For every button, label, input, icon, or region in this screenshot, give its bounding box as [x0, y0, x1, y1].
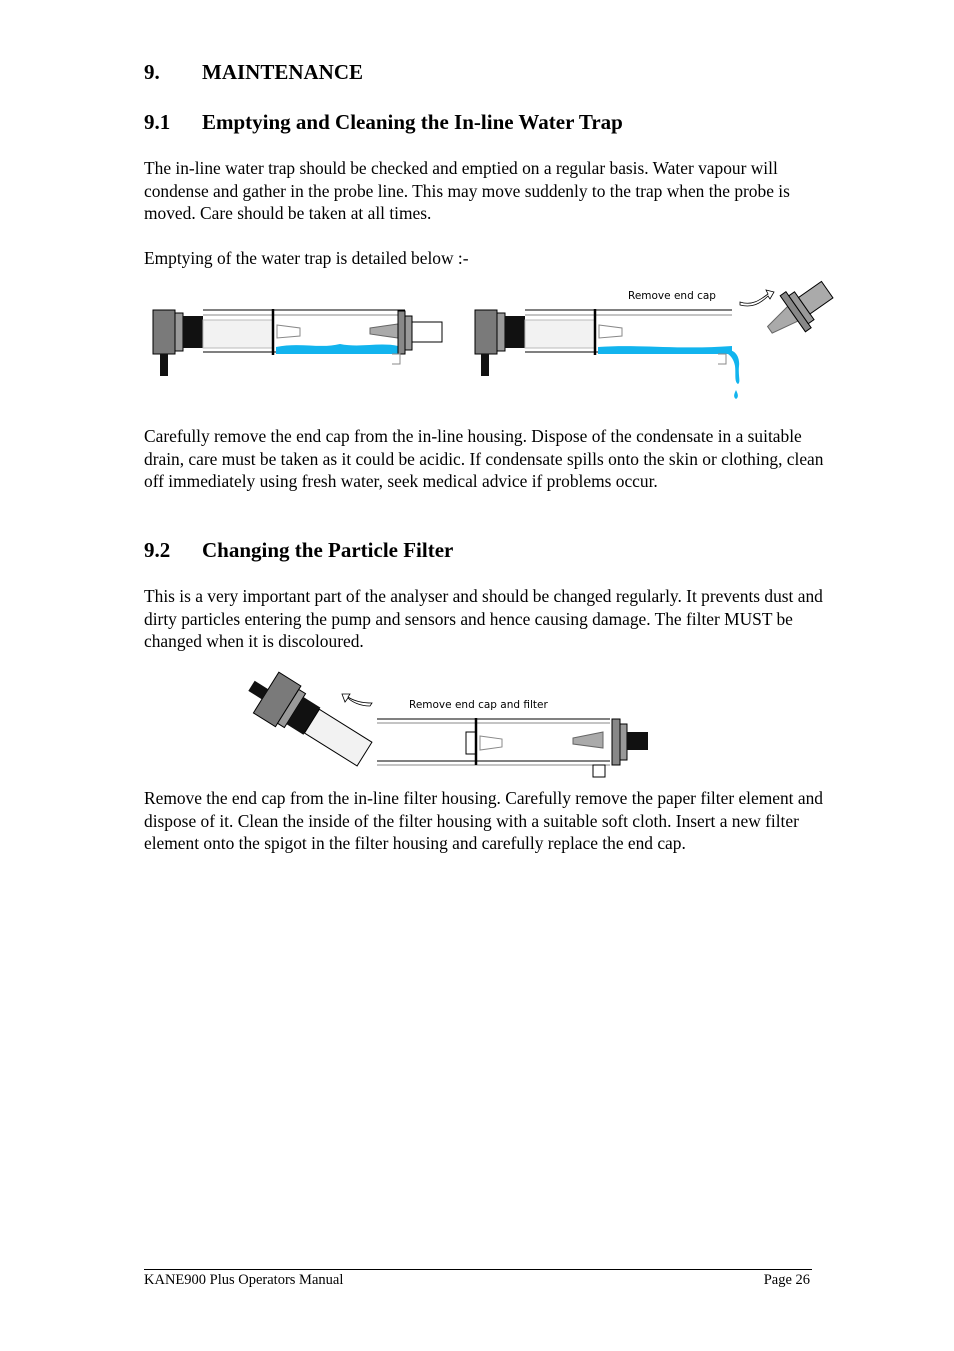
water-trap-housing-full — [153, 309, 442, 376]
section-title: MAINTENANCE — [202, 60, 364, 84]
removed-cap-and-filter — [240, 664, 377, 775]
water-trap-housing-emptying — [475, 309, 739, 399]
filter-housing — [377, 718, 648, 777]
paragraph: The in-line water trap should be checked and emptied on a regular basis. Water vapour will condense and gather in the probe line. This may move suddenly to the trap when the probe is moved. Care should be taken at all times. — [144, 158, 790, 223]
section-heading — [144, 60, 363, 85]
water-trap-figure — [140, 280, 840, 405]
paragraph: Remove the end cap from the in-line filter housing. Carefully remove the paper filter element and dispose of it. Clean the inside of the filter housing with a suitable soft cloth. Insert a new filter element onto the spigot in the filter housing and carefully replace the end cap. — [144, 788, 823, 853]
paragraph: Emptying of the water trap is detailed below :- — [144, 248, 469, 268]
footer-page-number: Page 26 — [763, 1272, 810, 1288]
figure-label-remove-end-cap: Remove end cap — [628, 290, 716, 302]
footer-rule — [144, 1269, 812, 1270]
subsection-heading-9-1 — [144, 110, 623, 135]
removed-end-cap — [757, 280, 840, 348]
section-number: 9. — [144, 60, 160, 84]
figure-label-remove-end-cap-and-filter: Remove end cap and filter — [409, 699, 548, 711]
particle-filter-figure — [228, 662, 658, 782]
paragraph: This is a very important part of the analyser and should be changed regularly. It prevents dust and dirty particles entering the pump and sensors and hence causing damage. The filter MUST be changed when it is discoloured. — [144, 586, 823, 651]
subsection-heading-9-2 — [144, 538, 453, 563]
subsection-title: Emptying and Cleaning the In-line Water Trap — [202, 110, 623, 134]
curved-arrow-icon — [342, 694, 372, 706]
subsection-number: 9.2 — [144, 538, 171, 562]
footer-manual-title: KANE900 Plus Operators Manual — [144, 1272, 344, 1288]
subsection-title: Changing the Particle Filter — [202, 538, 454, 562]
subsection-number: 9.1 — [144, 110, 171, 134]
paragraph: Carefully remove the end cap from the in-line housing. Dispose of the condensate in a suitable drain, care must be taken as it could be acidic. If condensate spills onto the skin or clothing, clean off immediately using fresh water, seek medical advice if problems occur. — [144, 426, 824, 491]
curved-arrow-icon — [740, 290, 774, 306]
